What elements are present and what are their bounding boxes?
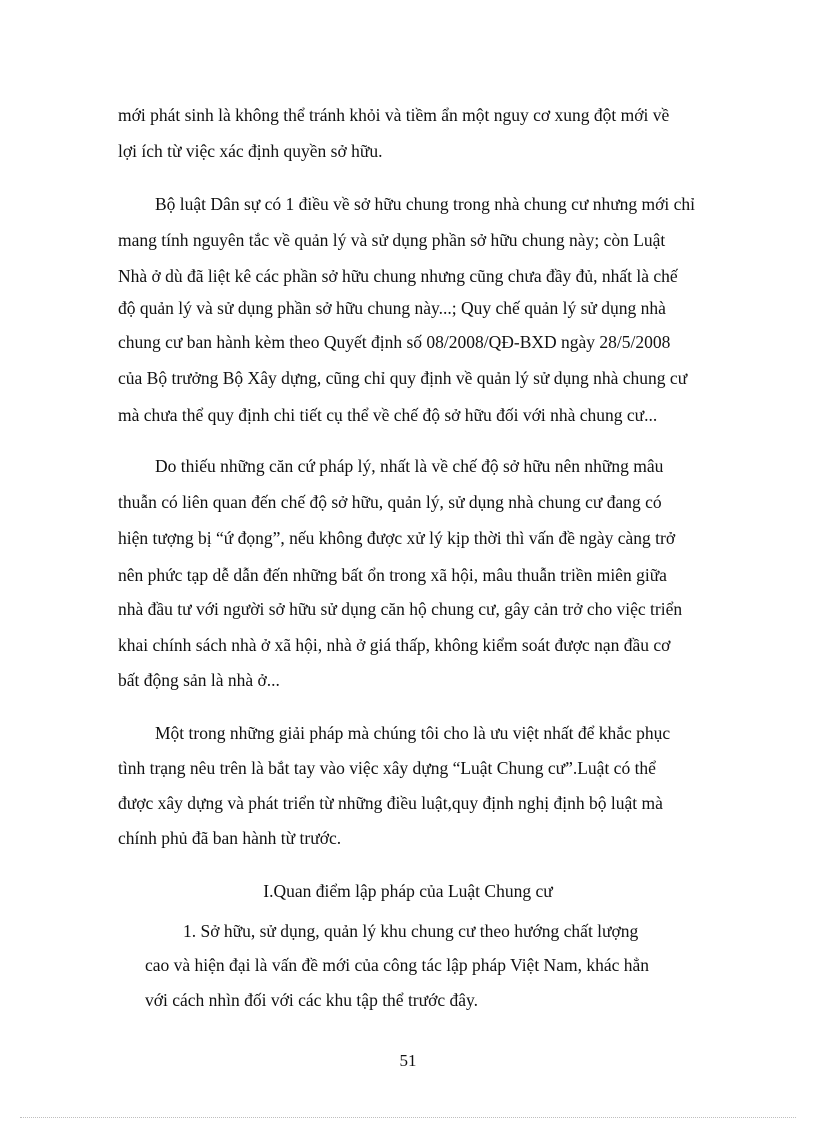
paragraph-2-line-5: chung cư ban hành kèm theo Quyết định số 08/2008/QĐ-BXD ngày 28/5/2008 xyxy=(118,332,671,352)
paragraph-2-line-6: của Bộ trưởng Bộ Xây dựng, cũng chỉ quy định về quản lý sử dụng nhà chung cư xyxy=(118,368,688,388)
paragraph-2-line-2: mang tính nguyên tắc về quản lý và sử dụng phần sở hữu chung này; còn Luật xyxy=(118,230,666,250)
paragraph-4-line-3: được xây dựng và phát triển từ những điều luật,quy định nghị định bộ luật mà xyxy=(118,793,663,813)
paragraph-1-line-1: mới phát sinh là không thể tránh khỏi và tiềm ẩn một nguy cơ xung đột mới về xyxy=(118,105,670,125)
paragraph-3-line-6: khai chính sách nhà ở xã hội, nhà ở giá thấp, không kiểm soát được nạn đầu cơ xyxy=(118,635,671,655)
paragraph-2-line-4: độ quản lý và sử dụng phần sở hữu chung này...; Quy chế quản lý sử dụng nhà xyxy=(118,298,666,318)
section-heading: I.Quan điểm lập pháp của Luật Chung cư xyxy=(263,881,553,901)
item-1-line-1: 1. Sở hữu, sử dụng, quản lý khu chung cư theo hướng chất lượng xyxy=(183,921,639,941)
paragraph-2-line-3: Nhà ở dù đã liệt kê các phần sở hữu chung nhưng cũng chưa đầy đủ, nhất là chế xyxy=(118,266,678,286)
paragraph-4-line-4: chính phủ đã ban hành từ trước. xyxy=(118,828,342,848)
item-1-line-2: cao và hiện đại là vấn đề mới của công tác lập pháp Việt Nam, khác hẳn xyxy=(145,955,650,975)
item-1-line-3: với cách nhìn đối với các khu tập thể trước đây. xyxy=(145,990,479,1010)
page-border-line xyxy=(20,1117,796,1118)
paragraph-3-line-1: Do thiếu những căn cứ pháp lý, nhất là về chế độ sở hữu nên những mâu xyxy=(155,456,664,476)
paragraph-4-line-2: tình trạng nêu trên là bắt tay vào việc xây dựng “Luật Chung cư”.Luật có thể xyxy=(118,758,656,778)
paragraph-2-line-1: Bộ luật Dân sự có 1 điều về sở hữu chung trong nhà chung cư nhưng mới chỉ xyxy=(155,194,696,214)
paragraph-3-line-4: nên phức tạp dễ dẫn đến những bất ổn trong xã hội, mâu thuẫn triền miên giữa xyxy=(118,565,667,585)
paragraph-1-line-2: lợi ích từ việc xác định quyền sở hữu. xyxy=(118,141,383,161)
page-number: 51 xyxy=(399,1051,417,1070)
paragraph-3-line-5: nhà đầu tư với người sở hữu sử dụng căn hộ chung cư, gây cản trở cho việc triển xyxy=(118,599,683,619)
paragraph-2-line-7: mà chưa thể quy định chi tiết cụ thể về chế độ sở hữu đối với nhà chung cư... xyxy=(118,405,658,425)
paragraph-3-line-2: thuẫn có liên quan đến chế độ sở hữu, quản lý, sử dụng nhà chung cư đang có xyxy=(118,492,662,512)
paragraph-3-line-3: hiện tượng bị “ứ đọng”, nếu không được xử lý kịp thời thì vấn đề ngày càng trở xyxy=(118,528,676,548)
paragraph-3-line-7: bất động sản là nhà ở... xyxy=(118,670,280,690)
paragraph-4-line-1: Một trong những giải pháp mà chúng tôi cho là ưu việt nhất để khắc phục xyxy=(155,723,671,743)
